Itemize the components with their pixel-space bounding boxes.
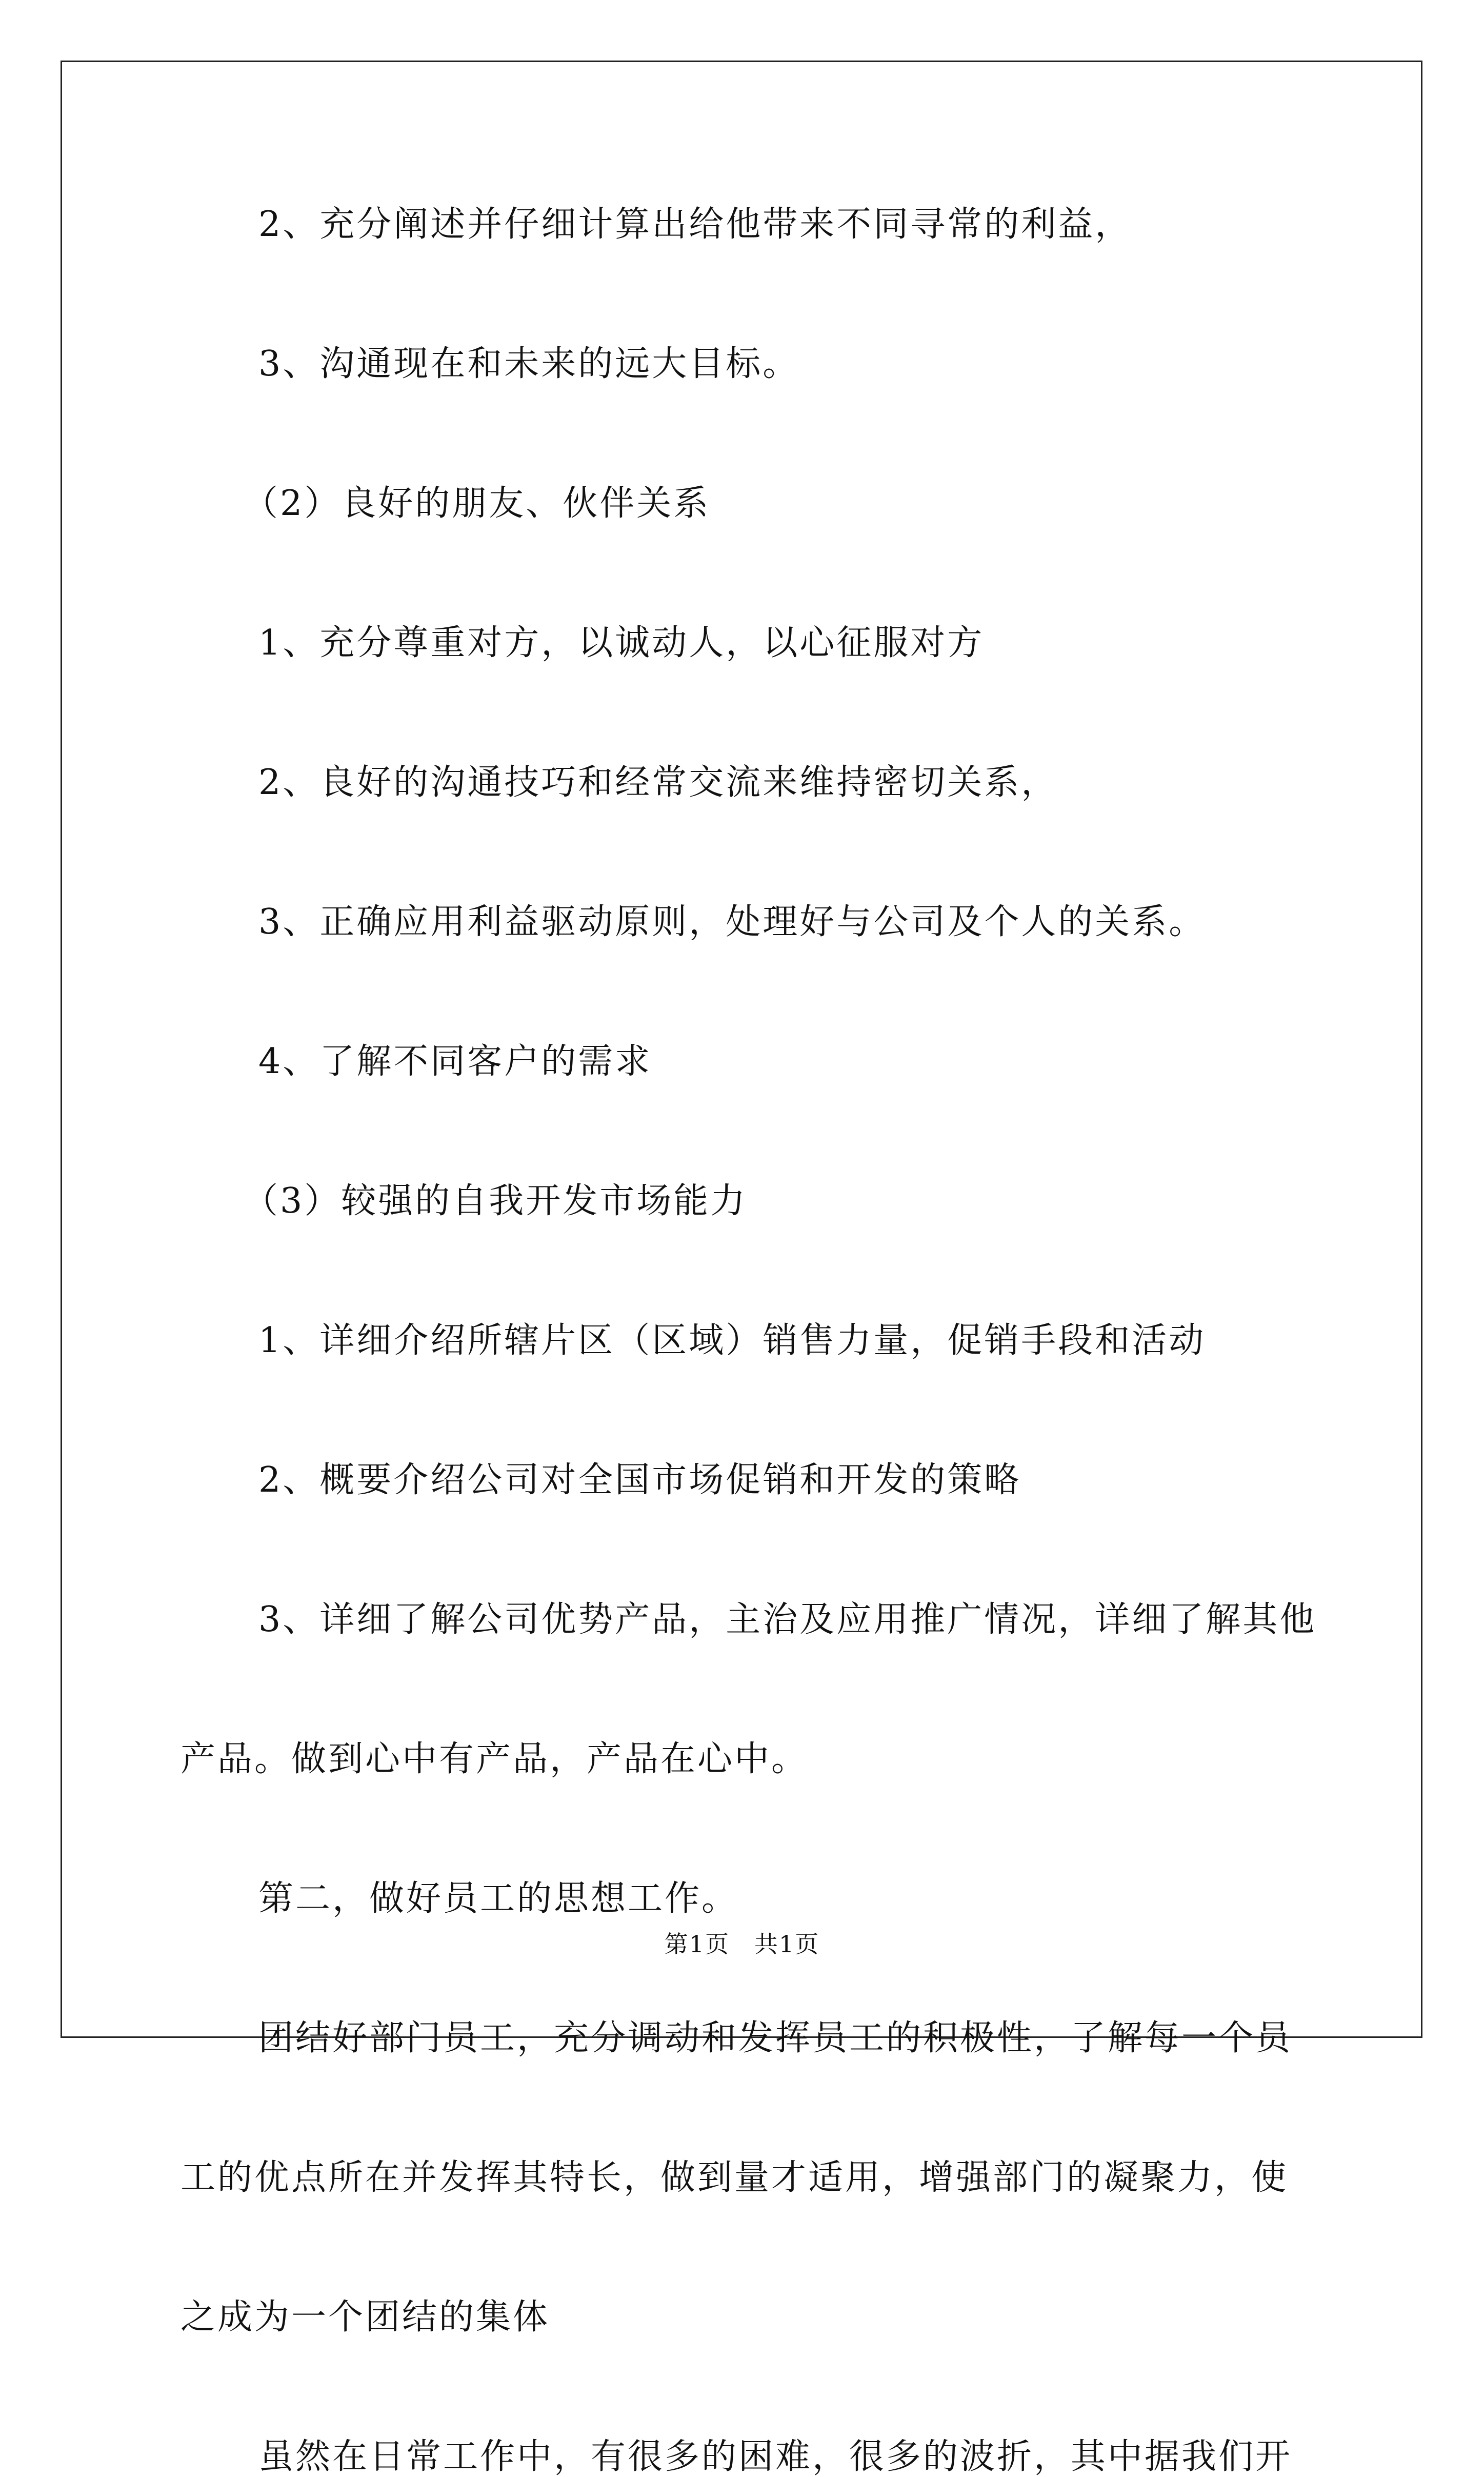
paragraph-line: 2、良好的沟通技巧和经常交流来维持密切关系， xyxy=(258,762,1058,803)
paragraph-line: 4、了解不同客户的需求 xyxy=(258,1041,652,1082)
paragraph-line: 1、充分尊重对方，以诚动人，以心征服对方 xyxy=(258,623,985,663)
paragraph-line: 1、详细介绍所辖片区（区域）销售力量，促销手段和活动 xyxy=(258,1320,1206,1361)
paragraph-line: 3、正确应用利益驱动原则，处理好与公司及个人的关系。 xyxy=(258,902,1206,942)
section-heading: （3）较强的自我开发市场能力 xyxy=(243,1181,748,1221)
document-body xyxy=(181,205,1319,2476)
paragraph-line: 3、详细了解公司优势产品，主治及应用推广情况，详细了解其他 xyxy=(258,1599,1317,1640)
paragraph-line-continuation: 产品。做到心中有产品，产品在心中。 xyxy=(181,1739,809,1779)
paragraph-line-continuation: 之成为一个团结的集体 xyxy=(181,2297,550,2337)
paragraph-line: 2、概要介绍公司对全国市场促销和开发的策略 xyxy=(258,1460,1021,1500)
page-number: 第1页 共1页 xyxy=(664,1930,820,1958)
paragraph-line: 第二，做好员工的思想工作。 xyxy=(258,1878,739,1919)
paragraph-line: 团结好部门员工，充分调动和发挥员工的积极性，了解每一个员 xyxy=(258,2018,1293,2058)
paragraph-line: 2、充分阐述并仔细计算出给他带来不同寻常的利益， xyxy=(258,204,1132,245)
paragraph-line: 3、沟通现在和未来的远大目标。 xyxy=(258,344,800,384)
paragraph-line: 虽然在日常工作中，有很多的困难，很多的波折，其中据我们开 xyxy=(258,2436,1293,2477)
paragraph-line-continuation: 工的优点所在并发挥其特长，做到量才适用，增强部门的凝聚力，使 xyxy=(181,2157,1289,2198)
section-heading: （2）良好的朋友、伙伴关系 xyxy=(243,483,711,524)
